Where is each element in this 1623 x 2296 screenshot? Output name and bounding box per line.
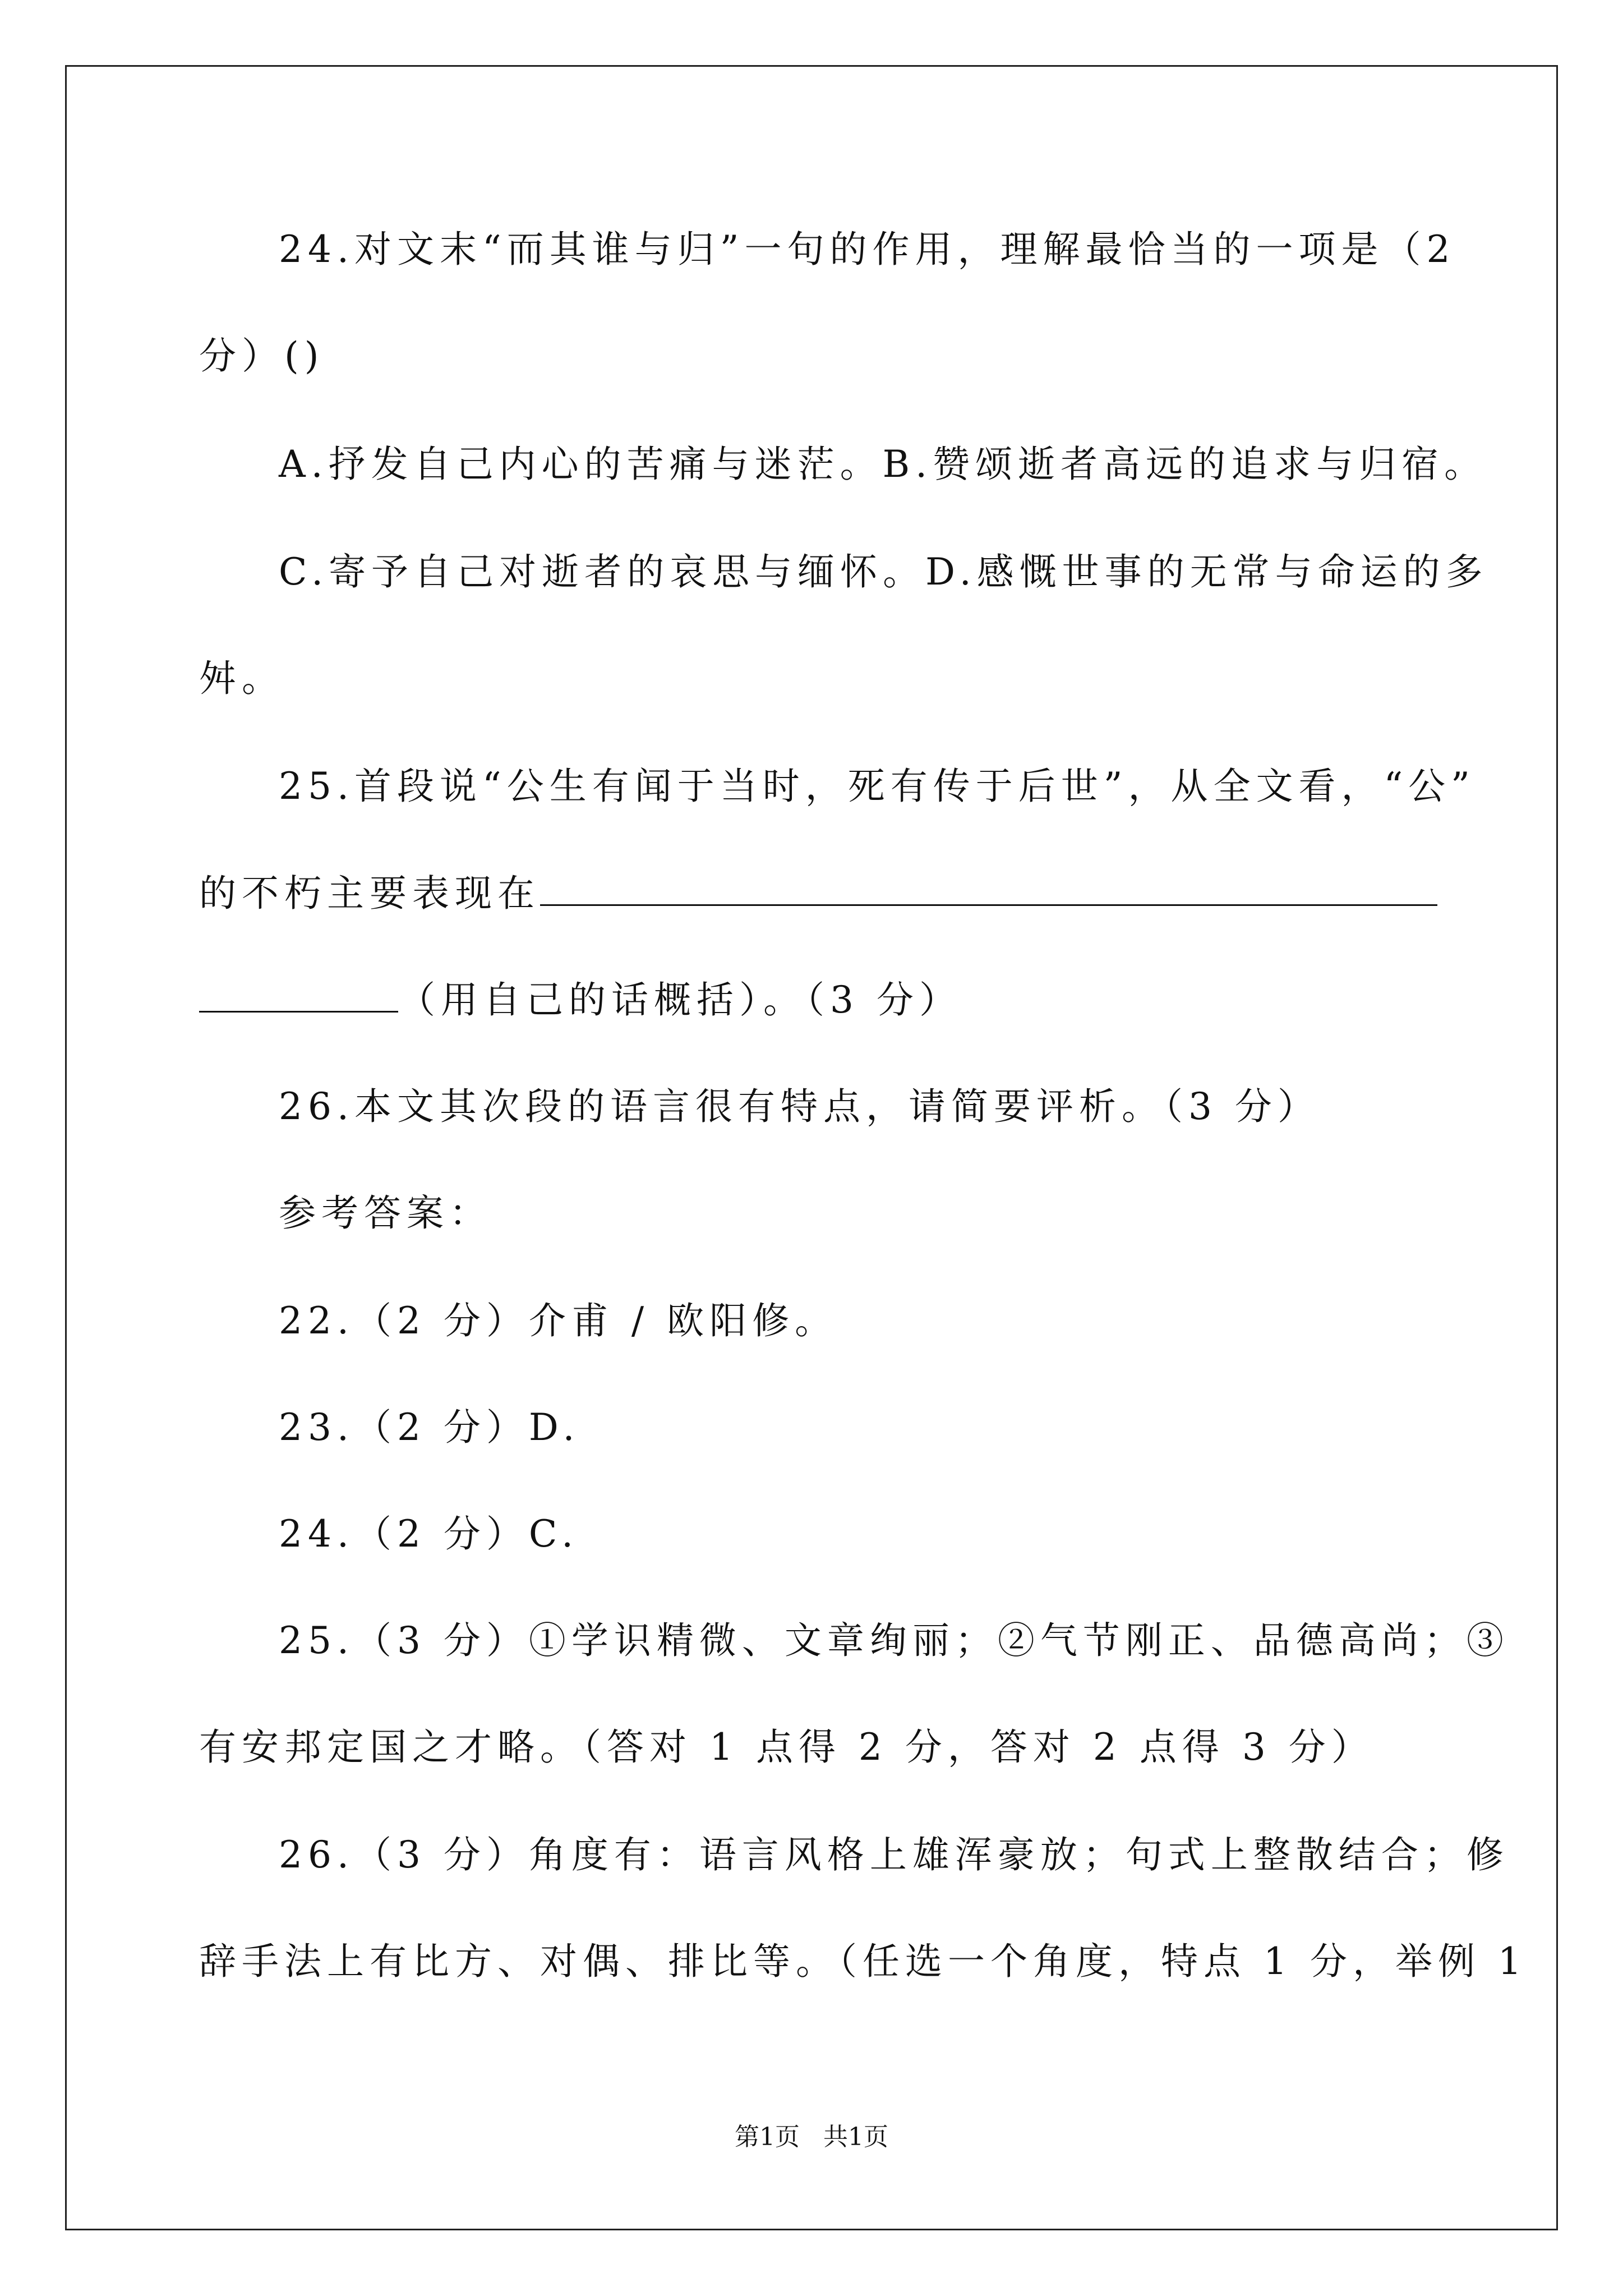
question-25-note: （用自己的话概括）。（3 分） xyxy=(398,978,962,1022)
answer-blank-1[interactable] xyxy=(540,869,1437,906)
question-24-line-2: 分）() xyxy=(199,334,325,378)
answer-26-line-2: 辞手法上有比方、对偶、排比等。（任选一个角度，特点 1 分，举例 1 xyxy=(199,1940,1527,1983)
answer-25-line-1: 25.（3 分）①学识精微、文章绚丽；②气节刚正、品德高尚；③ xyxy=(279,1619,1509,1662)
question-25-line-2 xyxy=(199,868,1437,919)
answer-23: 23.（2 分）D. xyxy=(279,1406,580,1449)
question-24-line-1: 24.对文末“而其谁与归”一句的作用，理解最恰当的一项是（2 xyxy=(279,228,1456,271)
page-number: 第1页 xyxy=(735,2123,800,2151)
question-25-prompt: 的不朽主要表现在 xyxy=(199,872,540,915)
question-24-options-cd-cont: 舛。 xyxy=(199,657,284,700)
page-border xyxy=(65,65,1558,2230)
question-25-line-3 xyxy=(199,975,962,1025)
answer-24: 24.（2 分）C. xyxy=(279,1512,579,1556)
question-24-options-ab: A.抒发自己内心的苦痛与迷茫。B.赞颂逝者高远的追求与归宿。 xyxy=(279,443,1487,486)
answer-26-line-1: 26.（3 分）角度有：语言风格上雄浑豪放；句式上整散结合；修 xyxy=(279,1833,1509,1876)
answer-blank-2[interactable] xyxy=(199,976,398,1013)
question-24-options-cd: C.寄予自己对逝者的哀思与缅怀。D.感慨世事的无常与命运的多 xyxy=(279,550,1488,593)
answer-key-heading: 参考答案： xyxy=(279,1191,492,1235)
answer-25-line-2: 有安邦定国之才略。（答对 1 点得 2 分，答对 2 点得 3 分） xyxy=(199,1726,1374,1769)
answer-22: 22.（2 分）介甫 / 欧阳修。 xyxy=(279,1299,838,1342)
question-26: 26.本文其次段的语言很有特点，请简要评析。（3 分） xyxy=(279,1085,1320,1128)
question-25-line-1: 25.首段说“公生有闻于当时，死有传于后世”，从全文看，“公” xyxy=(279,765,1476,808)
page-total: 共1页 xyxy=(823,2123,888,2151)
page-footer xyxy=(0,2120,1623,2154)
